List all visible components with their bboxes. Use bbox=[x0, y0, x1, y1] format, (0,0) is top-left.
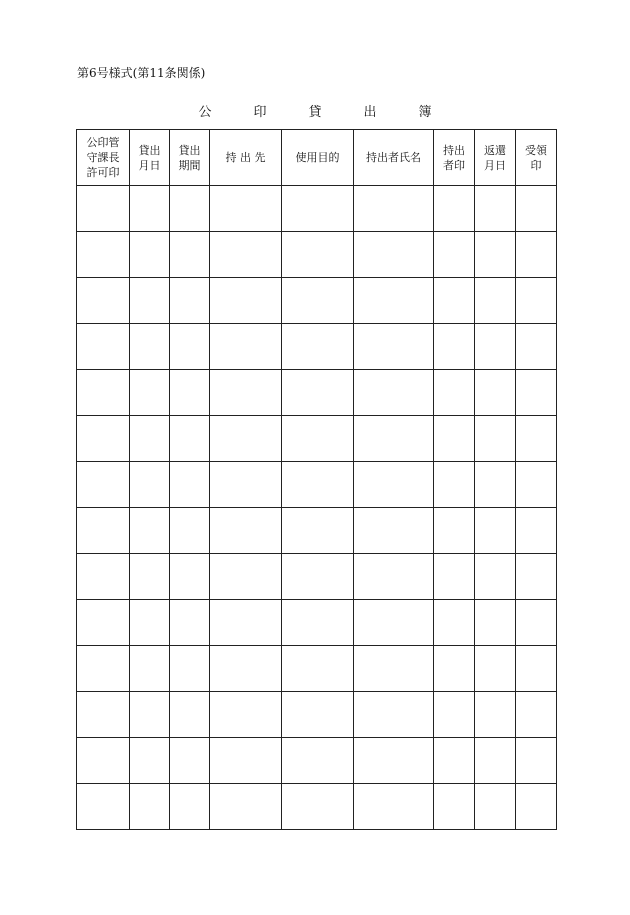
table-cell[interactable] bbox=[130, 232, 170, 278]
table-cell[interactable] bbox=[170, 324, 210, 370]
table-cell[interactable] bbox=[170, 232, 210, 278]
table-cell[interactable] bbox=[210, 646, 282, 692]
table-cell[interactable] bbox=[282, 462, 354, 508]
table-cell[interactable] bbox=[210, 278, 282, 324]
table-cell[interactable] bbox=[170, 738, 210, 784]
table-cell[interactable] bbox=[516, 416, 557, 462]
table-cell[interactable] bbox=[516, 738, 557, 784]
table-cell[interactable] bbox=[282, 646, 354, 692]
table-cell[interactable] bbox=[475, 738, 516, 784]
table-row bbox=[77, 278, 557, 324]
table-cell[interactable] bbox=[210, 600, 282, 646]
table-cell[interactable] bbox=[516, 692, 557, 738]
table-cell[interactable] bbox=[170, 692, 210, 738]
table-cell[interactable] bbox=[516, 784, 557, 830]
table-row bbox=[77, 646, 557, 692]
table-cell[interactable] bbox=[434, 324, 475, 370]
table-cell[interactable] bbox=[282, 186, 354, 232]
table-cell[interactable] bbox=[77, 738, 130, 784]
table-cell[interactable] bbox=[170, 646, 210, 692]
table-cell[interactable] bbox=[516, 600, 557, 646]
table-cell[interactable] bbox=[475, 508, 516, 554]
table-cell[interactable] bbox=[282, 232, 354, 278]
table-cell[interactable] bbox=[354, 646, 434, 692]
header-purpose: 使用目的 bbox=[282, 130, 354, 186]
table-cell[interactable] bbox=[210, 370, 282, 416]
table-cell[interactable] bbox=[210, 462, 282, 508]
table-cell[interactable] bbox=[434, 692, 475, 738]
table-cell[interactable] bbox=[434, 784, 475, 830]
title-char: 印 bbox=[253, 105, 267, 120]
table-cell[interactable] bbox=[282, 784, 354, 830]
table-cell[interactable] bbox=[434, 462, 475, 508]
table-cell[interactable] bbox=[434, 600, 475, 646]
table-cell[interactable] bbox=[475, 692, 516, 738]
table-row bbox=[77, 508, 557, 554]
table-cell[interactable] bbox=[130, 554, 170, 600]
ledger-body bbox=[77, 186, 557, 830]
table-cell[interactable] bbox=[77, 600, 130, 646]
table-cell[interactable] bbox=[516, 646, 557, 692]
table-cell[interactable] bbox=[516, 324, 557, 370]
table-cell[interactable] bbox=[434, 738, 475, 784]
table-cell[interactable] bbox=[282, 278, 354, 324]
table-cell[interactable] bbox=[170, 278, 210, 324]
header-lend-period: 貸出 期間 bbox=[170, 130, 210, 186]
table-cell[interactable] bbox=[475, 324, 516, 370]
table-cell[interactable] bbox=[475, 278, 516, 324]
table-cell[interactable] bbox=[77, 278, 130, 324]
table-cell[interactable] bbox=[354, 186, 434, 232]
table-cell[interactable] bbox=[354, 554, 434, 600]
table-cell[interactable] bbox=[130, 324, 170, 370]
table-cell[interactable] bbox=[77, 784, 130, 830]
table-cell[interactable] bbox=[77, 692, 130, 738]
table-cell[interactable] bbox=[130, 738, 170, 784]
table-cell[interactable] bbox=[475, 646, 516, 692]
table-cell[interactable] bbox=[77, 370, 130, 416]
table-cell[interactable] bbox=[210, 508, 282, 554]
table-cell[interactable] bbox=[354, 600, 434, 646]
table-cell[interactable] bbox=[130, 416, 170, 462]
seal-lending-ledger-table bbox=[76, 129, 557, 830]
table-cell[interactable] bbox=[516, 232, 557, 278]
table-cell[interactable] bbox=[282, 508, 354, 554]
table-cell[interactable] bbox=[434, 186, 475, 232]
table-cell[interactable] bbox=[170, 554, 210, 600]
table-cell[interactable] bbox=[210, 186, 282, 232]
table-cell[interactable] bbox=[170, 186, 210, 232]
header-borrower-seal: 持出 者印 bbox=[434, 130, 475, 186]
header-approval-seal: 公印管 守課長 許可印 bbox=[77, 130, 130, 186]
table-cell[interactable] bbox=[516, 462, 557, 508]
table-row bbox=[77, 462, 557, 508]
table-row bbox=[77, 186, 557, 232]
table-cell[interactable] bbox=[130, 508, 170, 554]
table-cell[interactable] bbox=[130, 692, 170, 738]
table-cell[interactable] bbox=[282, 324, 354, 370]
table-row bbox=[77, 370, 557, 416]
form-number-label: 第6号様式(第11条関係) bbox=[77, 66, 206, 80]
table-cell[interactable] bbox=[77, 232, 130, 278]
table-cell[interactable] bbox=[434, 508, 475, 554]
table-cell[interactable] bbox=[354, 324, 434, 370]
table-cell[interactable] bbox=[354, 784, 434, 830]
table-cell[interactable] bbox=[475, 554, 516, 600]
table-cell[interactable] bbox=[210, 232, 282, 278]
table-cell[interactable] bbox=[210, 738, 282, 784]
table-cell[interactable] bbox=[354, 370, 434, 416]
table-cell[interactable] bbox=[434, 554, 475, 600]
table-row bbox=[77, 232, 557, 278]
table-row bbox=[77, 324, 557, 370]
table-cell[interactable] bbox=[354, 278, 434, 324]
table-cell[interactable] bbox=[475, 784, 516, 830]
table-cell[interactable] bbox=[77, 186, 130, 232]
title-char: 出 bbox=[363, 105, 377, 120]
table-cell[interactable] bbox=[354, 738, 434, 784]
header-receipt-seal: 受領 印 bbox=[516, 130, 557, 186]
table-cell[interactable] bbox=[282, 600, 354, 646]
table-cell[interactable] bbox=[170, 784, 210, 830]
table-cell[interactable] bbox=[434, 232, 475, 278]
table-cell[interactable] bbox=[475, 232, 516, 278]
table-cell[interactable] bbox=[130, 462, 170, 508]
table-cell[interactable] bbox=[130, 646, 170, 692]
table-cell[interactable] bbox=[516, 278, 557, 324]
table-cell[interactable] bbox=[516, 186, 557, 232]
table-cell[interactable] bbox=[77, 416, 130, 462]
table-cell[interactable] bbox=[77, 462, 130, 508]
table-cell[interactable] bbox=[170, 600, 210, 646]
table-cell[interactable] bbox=[130, 784, 170, 830]
table-cell[interactable] bbox=[434, 416, 475, 462]
table-cell[interactable] bbox=[516, 370, 557, 416]
table-row bbox=[77, 692, 557, 738]
table-cell[interactable] bbox=[282, 692, 354, 738]
table-cell[interactable] bbox=[210, 784, 282, 830]
table-cell[interactable] bbox=[282, 416, 354, 462]
table-cell[interactable] bbox=[475, 600, 516, 646]
table-cell[interactable] bbox=[210, 554, 282, 600]
header-borrower-name: 持出者氏名 bbox=[354, 130, 434, 186]
table-cell[interactable] bbox=[354, 416, 434, 462]
table-cell[interactable] bbox=[475, 370, 516, 416]
table-cell[interactable] bbox=[170, 462, 210, 508]
table-cell[interactable] bbox=[282, 370, 354, 416]
table-cell[interactable] bbox=[475, 416, 516, 462]
table-cell[interactable] bbox=[170, 416, 210, 462]
table-cell[interactable] bbox=[516, 554, 557, 600]
table-cell[interactable] bbox=[516, 508, 557, 554]
table-cell[interactable] bbox=[170, 508, 210, 554]
table-cell[interactable] bbox=[475, 462, 516, 508]
table-cell[interactable] bbox=[282, 738, 354, 784]
table-cell[interactable] bbox=[354, 232, 434, 278]
table-cell[interactable] bbox=[210, 324, 282, 370]
table-cell[interactable] bbox=[130, 186, 170, 232]
table-cell[interactable] bbox=[77, 324, 130, 370]
table-cell[interactable] bbox=[77, 646, 130, 692]
title-char: 公 bbox=[198, 105, 212, 120]
table-cell[interactable] bbox=[130, 370, 170, 416]
table-row bbox=[77, 554, 557, 600]
header-lend-date: 貸出 月日 bbox=[130, 130, 170, 186]
table-cell[interactable] bbox=[475, 186, 516, 232]
table-cell[interactable] bbox=[282, 554, 354, 600]
table-cell[interactable] bbox=[354, 462, 434, 508]
header-row bbox=[77, 130, 557, 186]
table-cell[interactable] bbox=[434, 646, 475, 692]
table-cell[interactable] bbox=[77, 554, 130, 600]
table-row bbox=[77, 738, 557, 784]
table-cell[interactable] bbox=[210, 692, 282, 738]
table-cell[interactable] bbox=[130, 278, 170, 324]
table-cell[interactable] bbox=[130, 600, 170, 646]
header-destination: 持 出 先 bbox=[210, 130, 282, 186]
table-cell[interactable] bbox=[210, 416, 282, 462]
title-char: 簿 bbox=[418, 105, 432, 120]
title-char: 貸 bbox=[308, 105, 322, 120]
table-row bbox=[77, 416, 557, 462]
table-cell[interactable] bbox=[77, 508, 130, 554]
table-cell[interactable] bbox=[434, 278, 475, 324]
table-cell[interactable] bbox=[170, 370, 210, 416]
table-cell[interactable] bbox=[434, 370, 475, 416]
header-return-date: 返還 月日 bbox=[475, 130, 516, 186]
table-cell[interactable] bbox=[354, 692, 434, 738]
table-row bbox=[77, 784, 557, 830]
document-title bbox=[195, 104, 435, 122]
table-row bbox=[77, 600, 557, 646]
table-cell[interactable] bbox=[354, 508, 434, 554]
